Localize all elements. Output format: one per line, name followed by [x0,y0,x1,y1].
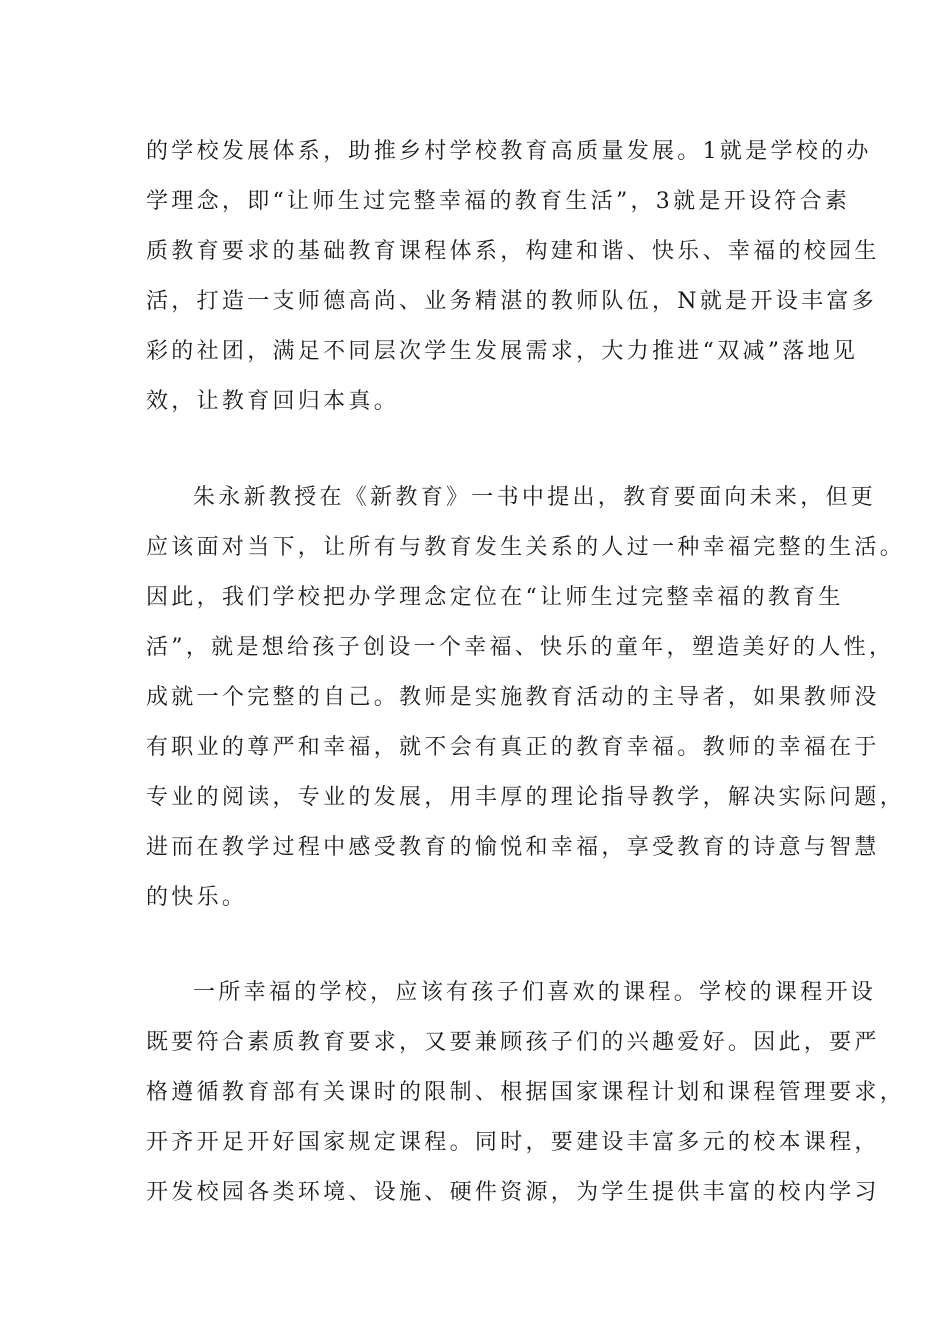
text-line: 一所幸福的学校，应该有孩子们喜欢的课程。学校的课程开设 [193,980,877,1005]
text-line: 质教育要求的基础教育课程体系，构建和谐、快乐、幸福的校园生 [146,239,880,264]
text-line: 成就一个完整的自己。教师是实施教育活动的主导者，如果教师没 [146,685,880,710]
text-line: 效，让教育回归本真。 [146,389,400,414]
paragraph-2 [146,473,906,923]
text-line: 彩的社团，满足不同层次学生发展需求，大力推进“双减”落地见 [146,339,859,364]
text-line: 学理念，即“让师生过完整幸福的教育生活”，3就是开设符合素 [146,189,851,214]
text-line: 有职业的尊严和幸福，就不会有真正的教育幸福。教师的幸福在于 [146,735,880,760]
text-line: 专业的阅读，专业的发展，用丰厚的理论指导教学，解决实际问题， [146,785,906,810]
text-line: 格遵循教育部有关课时的限制、根据国家课程计划和课程管理要求， [146,1080,906,1105]
text-line: 活”，就是想给孩子创设一个幸福、快乐的童年，塑造美好的人性， [146,635,895,660]
paragraph-1 [146,127,880,427]
text-line: 进而在教学过程中感受教育的愉悦和幸福，享受教育的诗意与智慧 [146,835,880,860]
text-line: 活，打造一支师德高尚、业务精湛的教师队伍，N就是开设丰富多 [146,289,877,314]
text-line: 应该面对当下，让所有与教育发生关系的人过一种幸福完整的生活。 [146,535,906,560]
text-line: 的学校发展体系，助推乡村学校教育高质量发展。1就是学校的办 [146,139,872,164]
text-line: 既要符合素质教育要求，又要兼顾孩子们的兴趣爱好。因此，要严 [146,1030,880,1055]
text-line: 的快乐。 [146,885,248,910]
text-line: 开发校园各类环境、设施、硬件资源，为学生提供丰富的校内学习 [146,1180,880,1205]
paragraph-3 [146,968,906,1218]
text-line: 开齐开足开好国家规定课程。同时，要建设丰富多元的校本课程， [146,1130,880,1155]
text-line: 朱永新教授在《新教育》一书中提出，教育要面向未来，但更 [193,485,877,510]
text-line: 因此，我们学校把办学理念定位在“让师生过完整幸福的教育生 [146,585,844,610]
